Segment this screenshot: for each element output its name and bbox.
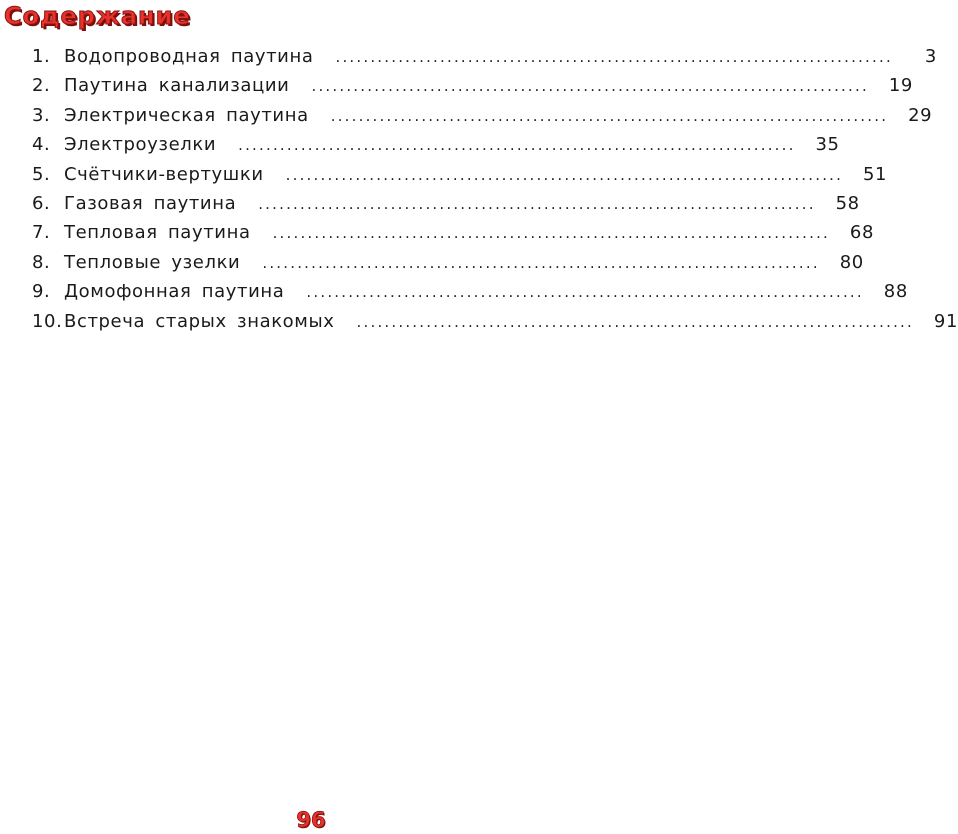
toc-entry-page: 3 (924, 46, 937, 67)
table-of-contents (32, 46, 958, 340)
toc-entry-title: Счётчики-вертушки (64, 163, 264, 185)
toc-entry-number: 8. (32, 251, 51, 273)
toc-entry (32, 46, 937, 75)
dot-leader: ................................................................................ (306, 283, 864, 302)
toc-entry-number: 4. (32, 134, 51, 156)
toc-entry-title: Водопроводная паутина (64, 46, 314, 67)
toc-entry-number: 2. (32, 75, 51, 97)
toc-entry-title: Домофонная паутина (64, 281, 285, 303)
dot-leader: ................................................................................ (262, 253, 820, 272)
dot-leader: ................................................................................ (272, 224, 831, 243)
toc-entry-title: Тепловые узелки (64, 251, 241, 273)
toc-entry-title: Электроузелки (64, 134, 217, 156)
page-number: 96 (296, 808, 326, 832)
toc-entry (32, 310, 958, 340)
toc-entry-title: Электрическая паутина (64, 104, 309, 126)
toc-entry-number: 5. (32, 163, 51, 185)
toc-entry (32, 134, 840, 163)
toc-entry-page: 80 (839, 251, 864, 273)
toc-entry-page: 51 (863, 163, 888, 185)
toc-entry-number: 7. (32, 222, 51, 244)
dot-leader: ................................................................................ (330, 106, 889, 125)
toc-entry (32, 222, 875, 251)
toc-entry-page: 35 (815, 134, 840, 156)
toc-entry-title: Газовая паутина (64, 192, 237, 214)
toc-entry-number: 3. (32, 104, 51, 126)
toc-entry-number: 6. (32, 192, 51, 214)
toc-entry-page: 19 (888, 75, 913, 97)
dot-leader: ................................................................................ (356, 312, 914, 331)
toc-entry (32, 75, 913, 104)
toc-entry (32, 192, 860, 222)
toc-entry-number: 9. (32, 281, 51, 303)
toc-entry-title: Встреча старых знакомых (64, 310, 335, 332)
dot-leader: ................................................................................ (335, 48, 893, 66)
toc-entry (32, 104, 933, 134)
dot-leader: ................................................................................ (285, 165, 844, 184)
toc-entry-page: 58 (835, 192, 860, 214)
page-title: Содержание (4, 2, 191, 30)
toc-entry-title: Тепловая паутина (64, 222, 251, 244)
toc-entry-page: 88 (883, 281, 908, 303)
toc-entry (32, 163, 888, 193)
dot-leader: ................................................................................ (258, 194, 816, 213)
toc-entry-title: Паутина канализации (64, 75, 290, 97)
toc-entry (32, 251, 864, 281)
toc-entry-number: 10. (32, 310, 63, 332)
toc-entry (32, 281, 908, 310)
toc-entry-page: 29 (908, 104, 933, 126)
toc-entry-page: 68 (849, 222, 875, 244)
dot-leader: ................................................................................ (311, 77, 869, 96)
toc-entry-page: 91 (933, 310, 958, 332)
dot-leader: ................................................................................ (238, 136, 796, 155)
toc-entry-number: 1. (32, 46, 51, 67)
